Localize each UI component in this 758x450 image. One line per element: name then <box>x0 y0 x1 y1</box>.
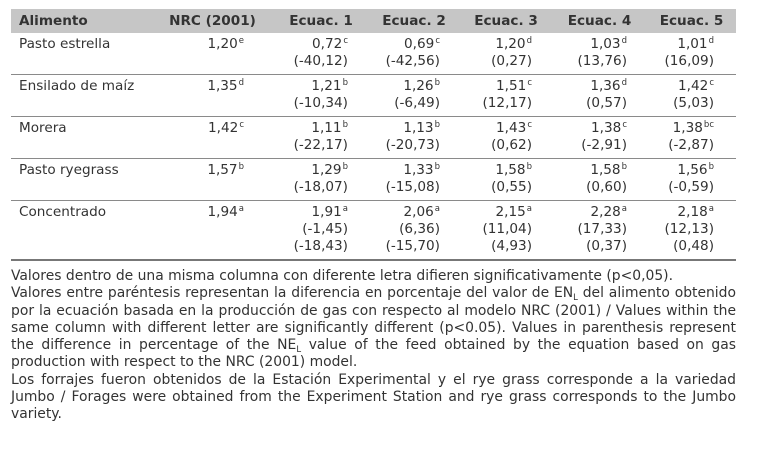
cell-ecuac-5: 2,18$^a$ (12,13) (0,48) <box>647 201 736 261</box>
cell-ecuac-3: 1,58$^b$ (0,55) <box>460 159 552 201</box>
cell-alimento: Concentrado <box>11 201 151 261</box>
table-row <box>11 117 736 159</box>
cell-ecuac-3: 1,51$^c$ (12,17) <box>460 75 552 117</box>
footnote-significance: Valores dentro de una misma columna con diferente letra difieren significativamente (p<0,05). <box>11 268 673 284</box>
header-nrc: NRC (2001) <box>151 9 274 33</box>
cell-ecuac-2: 1,13$^b$ (-20,73) <box>368 117 460 159</box>
cell-alimento: Ensilado de maíz <box>11 75 151 117</box>
cell-ecuac-1: 0,72$^c$ (-40,12) <box>274 33 368 75</box>
header-alimento: Alimento <box>11 9 151 33</box>
cell-ecuac-3: 2,15$^a$ (11,04) (4,93) <box>460 201 552 261</box>
cell-ecuac-2: 0,69$^c$ (-42,56) <box>368 33 460 75</box>
cell-ecuac-4: 1,58$^b$ (0,60) <box>552 159 647 201</box>
table-footnotes <box>11 268 736 424</box>
cell-ecuac-2: 1,33$^b$ (-15,08) <box>368 159 460 201</box>
cell-ecuac-4: 2,28$^a$ (17,33) (0,37) <box>552 201 647 261</box>
cell-ecuac-5: 1,56$^b$ (-0,59) <box>647 159 736 201</box>
cell-alimento: Morera <box>11 117 151 159</box>
cell-nrc: 1,35$^d$ <box>151 75 274 117</box>
cell-ecuac-3: 1,20$^d$ (0,27) <box>460 33 552 75</box>
cell-nrc: 1,57$^b$ <box>151 159 274 201</box>
cell-nrc: 1,20e <box>151 33 274 75</box>
footnote-parenthesis: Valores entre paréntesis representan la diferencia en porcentaje del valor de $EN_L$ del alimento obtenido por la ecuación basada en la producción de gas con respecto al modelo NRC (2001) / Values within the same column with different letter are significantly different (p<0.05). Values in parenthesis represent the difference in percentage of the $NE_L$ value of the feed obtained by the equation based on gas production with respect to the NRC (2001) model. <box>11 285 736 371</box>
header-ecuac-2: Ecuac. 2 <box>368 9 460 33</box>
cell-ecuac-5: 1,42$^c$ (5,03) <box>647 75 736 117</box>
header-ecuac-3: Ecuac. 3 <box>460 9 552 33</box>
cell-ecuac-1: 1,11$^b$ (-22,17) <box>274 117 368 159</box>
cell-nrc: 1,94$^a$ <box>151 201 274 261</box>
table-header <box>11 9 736 33</box>
table-row <box>11 33 736 75</box>
results-table <box>11 9 736 261</box>
table-body <box>11 33 736 260</box>
cell-ecuac-4: 1,38$^c$ (-2,91) <box>552 117 647 159</box>
header-ecuac-4: Ecuac. 4 <box>552 9 647 33</box>
cell-ecuac-1: 1,91$^a$ (-1,45) (-18,43) <box>274 201 368 261</box>
cell-ecuac-3: 1,43$^c$ (0,62) <box>460 117 552 159</box>
cell-nrc: 1,42$^c$ <box>151 117 274 159</box>
table-row <box>11 159 736 201</box>
cell-ecuac-5: 1,01$^d$ (16,09) <box>647 33 736 75</box>
cell-alimento: Pasto estrella <box>11 33 151 75</box>
cell-ecuac-2: 1,26$^b$ (-6,49) <box>368 75 460 117</box>
footnote-source: Los forrajes fueron obtenidos de la Estación Experimental y el rye grass corresponde a la variedad Jumbo / Forages were obtained from the Experiment Station and rye grass corresponds to the Jumbo variety. <box>11 371 736 423</box>
cell-ecuac-4: 1,36$^d$ (0,57) <box>552 75 647 117</box>
cell-ecuac-1: 1,21$^b$ (-10,34) <box>274 75 368 117</box>
cell-ecuac-4: 1,03$^d$ (13,76) <box>552 33 647 75</box>
cell-ecuac-1: 1,29$^b$ (-18,07) <box>274 159 368 201</box>
header-ecuac-5: Ecuac. 5 <box>647 9 736 33</box>
cell-ecuac-2: 2,06$^a$ (6,36) (-15,70) <box>368 201 460 261</box>
table-row <box>11 201 736 261</box>
header-ecuac-1: Ecuac. 1 <box>274 9 368 33</box>
cell-alimento: Pasto ryegrass <box>11 159 151 201</box>
cell-ecuac-5: 1,38$^{bc}$ (-2,87) <box>647 117 736 159</box>
table-row <box>11 75 736 117</box>
